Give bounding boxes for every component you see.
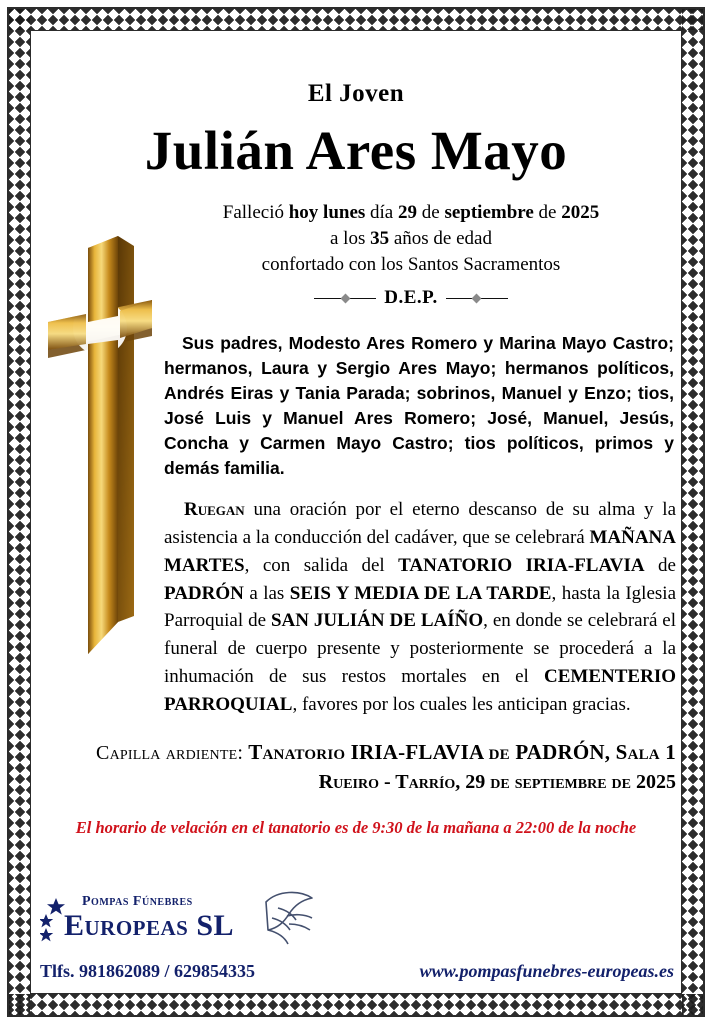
chapel-label: Capilla ardiente: — [96, 742, 244, 765]
ruegan-word: Ruegan — [184, 499, 245, 521]
cross-icon — [42, 224, 162, 654]
plea-paragraph: Ruegan una oración por el eterno descanso de su alma y la asistencia a la conducción del cadáver, que se celebrará MAÑANA MARTES, con salida del TANATORIO IRIA-FLAVIA de PADRÓN a las SEIS Y MEDIA DE LA TARDE, hasta la Iglesia Parroquial de SAN JULIÁN DE LAÍÑO, en donde se celebrará el funeral de cuerpo presente y posteriormente se procederá a la inhumación de sus restos mortales en el CEMENTERIO PARROQUIAL, favores por los cuales les anticipan gracias. — [164, 499, 677, 715]
divider-right — [446, 298, 508, 299]
document-content — [34, 34, 678, 990]
logo-top-text: Pompas Fúnebres — [82, 894, 193, 909]
website-url[interactable]: www.pompasfunebres-europeas.es — [419, 961, 674, 981]
family-text: Sus padres, Modesto Ares Romero y Marina Mayo Castro; hermanos, Laura y Sergio Ares Mayo; hermanos políticos, Andrés Eiras y Tania Parada; sobrinos, Manuel y Enzo; tios, José Luis y Manuel Ares Romero; José, Manuel, Jesús, Concha y Carmen Mayo Castro; tios políticos, primos y demás familia. — [164, 333, 674, 478]
divider-left — [314, 298, 376, 299]
death-date-line: Falleció hoy lunes día 29 de septiembre de 2025 — [222, 201, 600, 223]
deceased-name: Julián Ares Mayo — [144, 120, 568, 181]
death-age-line: a los 35 años de edad — [330, 227, 492, 249]
footer — [34, 878, 678, 988]
viewing-hours-notice: El horario de velación en el tanatorio es de 9:30 de la mañana a 22:00 de la noche — [75, 818, 637, 838]
sacraments-line: confortado con los Santos Sacramentos — [261, 254, 561, 276]
chapel-line — [34, 740, 676, 765]
place-date-line: Rueiro - Tarrío, 29 de septiembre de 2025 — [318, 771, 676, 794]
dep-label: D.E.P. — [384, 287, 438, 309]
eyebrow-text: El Joven — [307, 80, 405, 107]
logo-main-text: Europeas SL — [64, 909, 235, 942]
chapel-value: Tanatorio IRIA-FLAVIA de PADRÓN, Sala 1 — [248, 740, 676, 765]
family-paragraph — [164, 331, 674, 480]
dove-icon — [256, 888, 326, 950]
phone-numbers: Tlfs. 981862089 / 629854335 — [40, 961, 256, 981]
